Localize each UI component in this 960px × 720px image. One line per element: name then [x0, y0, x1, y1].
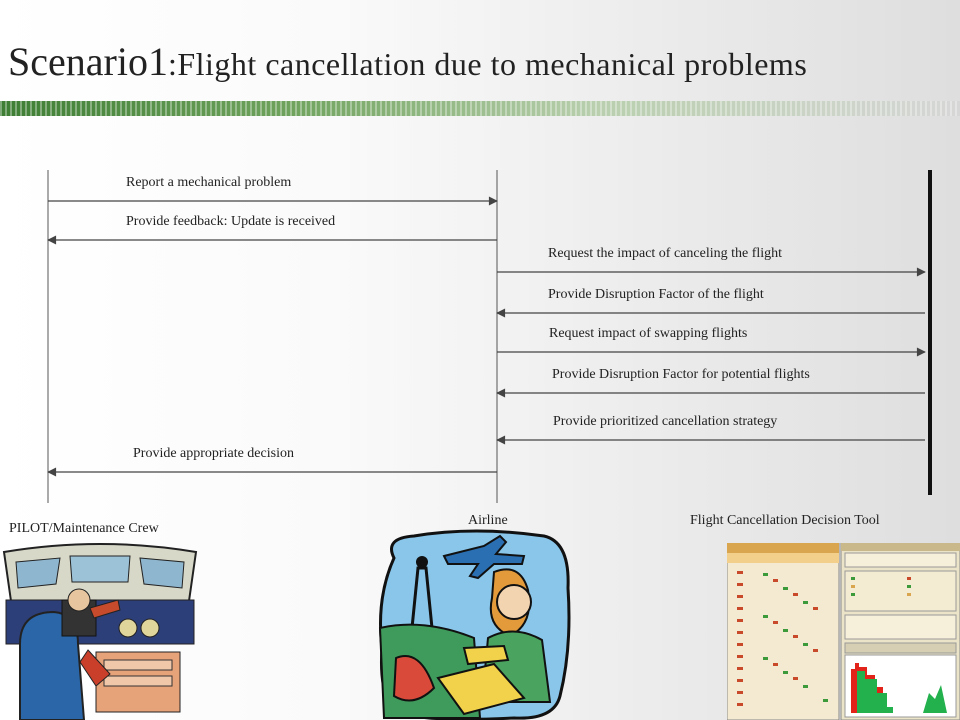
- cockpit-clipart-image: [0, 540, 200, 720]
- title-main: :Flight cancellation due to mechanical problems: [167, 46, 808, 82]
- message-label-7: Provide prioritized cancellation strategy: [553, 414, 778, 429]
- message-label-4: Provide Disruption Factor of the flight: [548, 287, 764, 302]
- message-label-5: Request impact of swapping flights: [549, 326, 748, 341]
- message-label-8: Provide appropriate decision: [133, 446, 294, 461]
- message-label-1: Report a mechanical problem: [126, 175, 292, 190]
- message-label-3: Request the impact of canceling the flight: [548, 246, 783, 261]
- actor-label-pilot: PILOT/Maintenance Crew: [9, 521, 159, 536]
- actor-label-tool: Flight Cancellation Decision Tool: [690, 513, 880, 528]
- title-prefix: Scenario1: [8, 39, 168, 84]
- decision-tool-screenshot-image: [727, 543, 960, 720]
- message-label-6: Provide Disruption Factor for potential flights: [552, 367, 810, 382]
- air-traffic-controller-clipart-image: [374, 528, 574, 720]
- message-label-2: Provide feedback: Update is received: [126, 214, 336, 229]
- actor-label-airline: Airline: [468, 513, 508, 528]
